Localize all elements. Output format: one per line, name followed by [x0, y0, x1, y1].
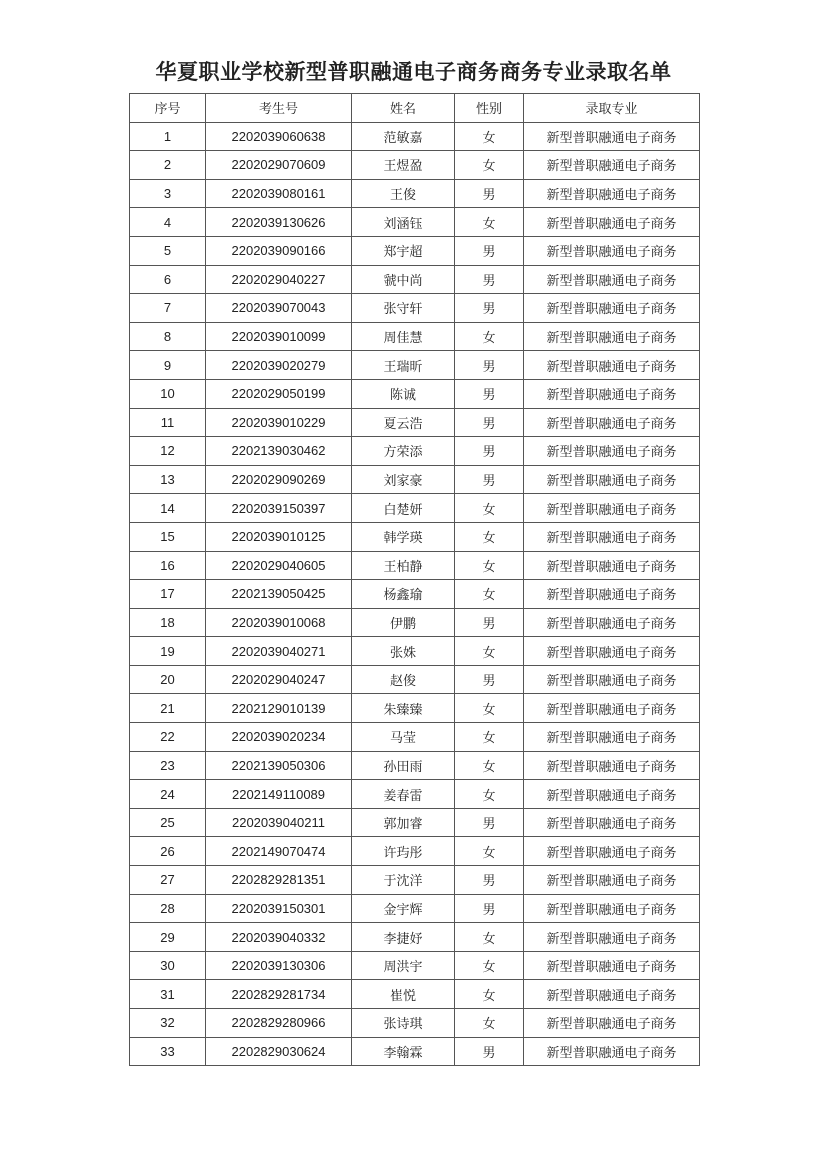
- cell-exam-id: 2202029040227: [206, 265, 352, 294]
- cell-major: 新型普职融通电子商务: [524, 122, 700, 151]
- cell-name: 王柏静: [352, 551, 455, 580]
- cell-name: 郑宇超: [352, 236, 455, 265]
- cell-index: 11: [130, 408, 206, 437]
- table-row: [130, 723, 700, 752]
- cell-exam-id: 2202029070609: [206, 151, 352, 180]
- table-row: [130, 294, 700, 323]
- cell-index: 31: [130, 980, 206, 1009]
- cell-name: 李翰霖: [352, 1037, 455, 1066]
- table-row: [130, 236, 700, 265]
- cell-major: 新型普职融通电子商务: [524, 866, 700, 895]
- cell-name: 白楚妍: [352, 494, 455, 523]
- cell-index: 19: [130, 637, 206, 666]
- cell-major: 新型普职融通电子商务: [524, 665, 700, 694]
- cell-index: 23: [130, 751, 206, 780]
- table-row: [130, 494, 700, 523]
- table-row: [130, 637, 700, 666]
- header-index: 序号: [130, 94, 206, 123]
- cell-exam-id: 2202039010068: [206, 608, 352, 637]
- cell-index: 15: [130, 522, 206, 551]
- cell-exam-id: 2202829281734: [206, 980, 352, 1009]
- cell-gender: 男: [455, 1037, 524, 1066]
- table-row: [130, 522, 700, 551]
- cell-major: 新型普职融通电子商务: [524, 322, 700, 351]
- cell-name: 王煜盈: [352, 151, 455, 180]
- cell-major: 新型普职融通电子商务: [524, 437, 700, 466]
- cell-gender: 女: [455, 208, 524, 237]
- table-row: [130, 580, 700, 609]
- cell-name: 周洪宇: [352, 951, 455, 980]
- cell-name: 杨鑫瑜: [352, 580, 455, 609]
- cell-major: 新型普职融通电子商务: [524, 294, 700, 323]
- cell-exam-id: 2202039040332: [206, 923, 352, 952]
- cell-gender: 男: [455, 179, 524, 208]
- cell-gender: 男: [455, 265, 524, 294]
- cell-index: 14: [130, 494, 206, 523]
- cell-major: 新型普职融通电子商务: [524, 751, 700, 780]
- cell-index: 30: [130, 951, 206, 980]
- cell-exam-id: 2202139050425: [206, 580, 352, 609]
- table-row: [130, 122, 700, 151]
- cell-exam-id: 2202039070043: [206, 294, 352, 323]
- cell-major: 新型普职融通电子商务: [524, 723, 700, 752]
- table-row: [130, 408, 700, 437]
- cell-exam-id: 2202029050199: [206, 379, 352, 408]
- cell-major: 新型普职融通电子商务: [524, 980, 700, 1009]
- table-header-row: [130, 94, 700, 123]
- cell-index: 4: [130, 208, 206, 237]
- cell-major: 新型普职融通电子商务: [524, 951, 700, 980]
- cell-name: 刘涵钰: [352, 208, 455, 237]
- cell-name: 郭加睿: [352, 808, 455, 837]
- cell-name: 虢中尚: [352, 265, 455, 294]
- table-row: [130, 1009, 700, 1038]
- cell-name: 范敏嘉: [352, 122, 455, 151]
- cell-major: 新型普职融通电子商务: [524, 1009, 700, 1038]
- cell-name: 金宇辉: [352, 894, 455, 923]
- cell-name: 张姝: [352, 637, 455, 666]
- cell-major: 新型普职融通电子商务: [524, 351, 700, 380]
- table-row: [130, 866, 700, 895]
- cell-name: 韩学瑛: [352, 522, 455, 551]
- cell-major: 新型普职融通电子商务: [524, 551, 700, 580]
- cell-index: 24: [130, 780, 206, 809]
- cell-name: 崔悦: [352, 980, 455, 1009]
- cell-name: 陈诚: [352, 379, 455, 408]
- table-row: [130, 151, 700, 180]
- cell-name: 张诗琪: [352, 1009, 455, 1038]
- cell-gender: 男: [455, 408, 524, 437]
- cell-index: 5: [130, 236, 206, 265]
- cell-major: 新型普职融通电子商务: [524, 208, 700, 237]
- cell-gender: 女: [455, 980, 524, 1009]
- cell-gender: 女: [455, 151, 524, 180]
- cell-name: 朱臻臻: [352, 694, 455, 723]
- cell-exam-id: 2202829281351: [206, 866, 352, 895]
- cell-index: 6: [130, 265, 206, 294]
- page-title: 华夏职业学校新型普职融通电子商务商务专业录取名单: [155, 60, 672, 84]
- cell-index: 8: [130, 322, 206, 351]
- cell-index: 17: [130, 580, 206, 609]
- cell-index: 3: [130, 179, 206, 208]
- cell-gender: 男: [455, 465, 524, 494]
- cell-index: 20: [130, 665, 206, 694]
- cell-gender: 女: [455, 837, 524, 866]
- admission-table: [129, 93, 700, 1066]
- cell-name: 王瑞昕: [352, 351, 455, 380]
- cell-exam-id: 2202129010139: [206, 694, 352, 723]
- table-row: [130, 265, 700, 294]
- cell-exam-id: 2202829280966: [206, 1009, 352, 1038]
- table-row: [130, 837, 700, 866]
- cell-name: 张守轩: [352, 294, 455, 323]
- table-row: [130, 665, 700, 694]
- cell-major: 新型普职融通电子商务: [524, 236, 700, 265]
- cell-exam-id: 2202029040605: [206, 551, 352, 580]
- cell-major: 新型普职融通电子商务: [524, 1037, 700, 1066]
- cell-exam-id: 2202039150397: [206, 494, 352, 523]
- cell-index: 10: [130, 379, 206, 408]
- cell-major: 新型普职融通电子商务: [524, 637, 700, 666]
- table-row: [130, 780, 700, 809]
- cell-exam-id: 2202039010229: [206, 408, 352, 437]
- cell-index: 13: [130, 465, 206, 494]
- cell-major: 新型普职融通电子商务: [524, 694, 700, 723]
- cell-major: 新型普职融通电子商务: [524, 580, 700, 609]
- cell-index: 2: [130, 151, 206, 180]
- cell-gender: 女: [455, 494, 524, 523]
- table-row: [130, 551, 700, 580]
- cell-major: 新型普职融通电子商务: [524, 151, 700, 180]
- cell-name: 刘家豪: [352, 465, 455, 494]
- cell-major: 新型普职融通电子商务: [524, 608, 700, 637]
- cell-name: 王俊: [352, 179, 455, 208]
- cell-name: 赵俊: [352, 665, 455, 694]
- cell-gender: 男: [455, 808, 524, 837]
- cell-exam-id: 2202039150301: [206, 894, 352, 923]
- cell-index: 29: [130, 923, 206, 952]
- cell-exam-id: 2202039130626: [206, 208, 352, 237]
- cell-exam-id: 2202139050306: [206, 751, 352, 780]
- cell-exam-id: 2202039010125: [206, 522, 352, 551]
- cell-name: 伊鹏: [352, 608, 455, 637]
- cell-major: 新型普职融通电子商务: [524, 923, 700, 952]
- cell-index: 1: [130, 122, 206, 151]
- cell-gender: 男: [455, 236, 524, 265]
- table-body: [130, 122, 700, 1066]
- cell-gender: 女: [455, 780, 524, 809]
- cell-gender: 男: [455, 866, 524, 895]
- table-row: [130, 322, 700, 351]
- cell-exam-id: 2202039060638: [206, 122, 352, 151]
- cell-major: 新型普职融通电子商务: [524, 379, 700, 408]
- table-row: [130, 951, 700, 980]
- header-exam-id: 考生号: [206, 94, 352, 123]
- cell-gender: 女: [455, 322, 524, 351]
- cell-gender: 男: [455, 608, 524, 637]
- cell-index: 32: [130, 1009, 206, 1038]
- cell-exam-id: 2202039040271: [206, 637, 352, 666]
- cell-major: 新型普职融通电子商务: [524, 179, 700, 208]
- cell-name: 李捷妤: [352, 923, 455, 952]
- table-row: [130, 694, 700, 723]
- cell-major: 新型普职融通电子商务: [524, 808, 700, 837]
- cell-gender: 男: [455, 351, 524, 380]
- cell-index: 28: [130, 894, 206, 923]
- table-row: [130, 923, 700, 952]
- cell-gender: 女: [455, 923, 524, 952]
- table-row: [130, 351, 700, 380]
- cell-name: 于沈洋: [352, 866, 455, 895]
- cell-gender: 女: [455, 751, 524, 780]
- header-gender: 性别: [455, 94, 524, 123]
- cell-name: 许玙彤: [352, 837, 455, 866]
- cell-major: 新型普职融通电子商务: [524, 894, 700, 923]
- cell-exam-id: 2202039130306: [206, 951, 352, 980]
- table-row: [130, 379, 700, 408]
- cell-gender: 男: [455, 379, 524, 408]
- cell-major: 新型普职融通电子商务: [524, 465, 700, 494]
- cell-index: 12: [130, 437, 206, 466]
- cell-gender: 女: [455, 522, 524, 551]
- cell-name: 孙田雨: [352, 751, 455, 780]
- cell-gender: 女: [455, 694, 524, 723]
- cell-exam-id: 2202139030462: [206, 437, 352, 466]
- table-row: [130, 1037, 700, 1066]
- cell-gender: 男: [455, 894, 524, 923]
- cell-major: 新型普职融通电子商务: [524, 780, 700, 809]
- table-row: [130, 894, 700, 923]
- cell-gender: 女: [455, 122, 524, 151]
- table-row: [130, 980, 700, 1009]
- cell-gender: 女: [455, 637, 524, 666]
- cell-index: 22: [130, 723, 206, 752]
- cell-major: 新型普职融通电子商务: [524, 408, 700, 437]
- cell-index: 7: [130, 294, 206, 323]
- cell-gender: 男: [455, 294, 524, 323]
- cell-exam-id: 2202029040247: [206, 665, 352, 694]
- cell-index: 27: [130, 866, 206, 895]
- table-row: [130, 208, 700, 237]
- cell-major: 新型普职融通电子商务: [524, 522, 700, 551]
- table-row: [130, 808, 700, 837]
- cell-exam-id: 2202029090269: [206, 465, 352, 494]
- cell-exam-id: 2202829030624: [206, 1037, 352, 1066]
- header-name: 姓名: [352, 94, 455, 123]
- cell-gender: 女: [455, 1009, 524, 1038]
- cell-exam-id: 2202149070474: [206, 837, 352, 866]
- cell-exam-id: 2202039020279: [206, 351, 352, 380]
- cell-index: 25: [130, 808, 206, 837]
- cell-name: 马莹: [352, 723, 455, 752]
- cell-major: 新型普职融通电子商务: [524, 494, 700, 523]
- cell-major: 新型普职融通电子商务: [524, 837, 700, 866]
- cell-index: 9: [130, 351, 206, 380]
- cell-gender: 男: [455, 437, 524, 466]
- cell-gender: 女: [455, 580, 524, 609]
- cell-index: 16: [130, 551, 206, 580]
- cell-gender: 女: [455, 723, 524, 752]
- table-row: [130, 437, 700, 466]
- cell-exam-id: 2202149110089: [206, 780, 352, 809]
- cell-index: 21: [130, 694, 206, 723]
- table-row: [130, 179, 700, 208]
- cell-exam-id: 2202039040211: [206, 808, 352, 837]
- cell-name: 方荣添: [352, 437, 455, 466]
- cell-gender: 女: [455, 951, 524, 980]
- cell-exam-id: 2202039020234: [206, 723, 352, 752]
- cell-index: 18: [130, 608, 206, 637]
- cell-gender: 男: [455, 665, 524, 694]
- cell-name: 姜春雷: [352, 780, 455, 809]
- cell-exam-id: 2202039090166: [206, 236, 352, 265]
- cell-exam-id: 2202039080161: [206, 179, 352, 208]
- cell-major: 新型普职融通电子商务: [524, 265, 700, 294]
- table-row: [130, 465, 700, 494]
- table-row: [130, 751, 700, 780]
- cell-index: 33: [130, 1037, 206, 1066]
- cell-exam-id: 2202039010099: [206, 322, 352, 351]
- cell-name: 周佳慧: [352, 322, 455, 351]
- header-major: 录取专业: [524, 94, 700, 123]
- cell-gender: 女: [455, 551, 524, 580]
- table-row: [130, 608, 700, 637]
- cell-index: 26: [130, 837, 206, 866]
- cell-name: 夏云浩: [352, 408, 455, 437]
